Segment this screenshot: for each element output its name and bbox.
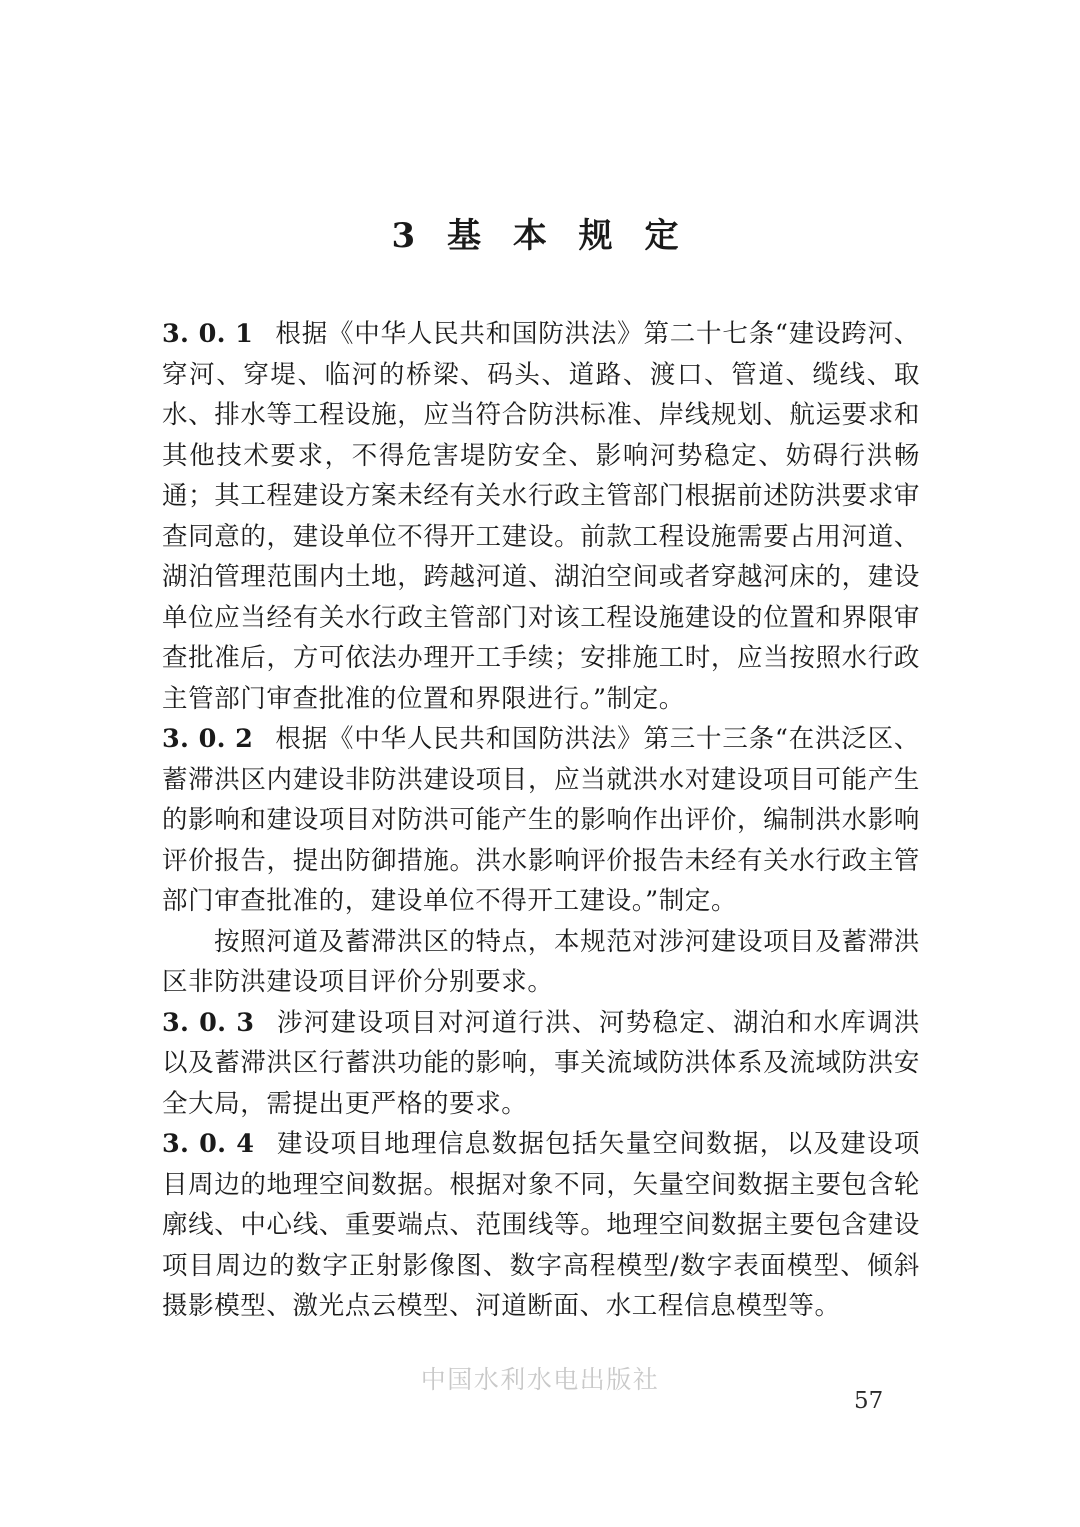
clause-3-0-1 [162, 314, 920, 719]
clause-number: 3. 0. 4 [162, 1129, 255, 1159]
clause-text: 涉河建设项目对河道行洪、河势稳定、湖泊和水库调洪以及蓄滞洪区行蓄洪功能的影响，事关流域防洪体系及流域防洪安全大局，需提出更严格的要求。 [162, 1007, 921, 1119]
clause-number: 3. 0. 2 [162, 724, 254, 754]
page-number: 57 [854, 1388, 884, 1414]
clause-3-0-4 [162, 1124, 920, 1327]
chapter-title: 3 基 本 规 定 [391, 216, 689, 256]
clause-number: 3. 0. 1 [162, 319, 254, 349]
clause-text: 建设项目地理信息数据包括矢量空间数据，以及建设项目周边的地理空间数据。根据对象不同，矢量空间数据主要包含轮廓线、中心线、重要端点、范围线等。地理空间数据主要包含建设项目周边的数字正射影像图、数字高程模型/数字表面模型、倾斜摄影模型、激光点云模型、河道断面、水工程信息模型等。 [162, 1129, 921, 1321]
clause-text: 根据《中华人民共和国防洪法》第二十七条“建设跨河、穿河、穿堤、临河的桥梁、码头、道路、渡口、管道、缆线、取水、排水等工程设施，应当符合防洪标准、岸线规划、航运要求和其他技术要求，不得危害堤防安全、影响河势稳定、妨碍行洪畅通；其工程建设方案未经有关水行政主管部门根据前述防洪要求审查同意的，建设单位不得开工建设。前款工程设施需要占用河道、湖泊管理范围内土地，跨越河道、湖泊空间或者穿越河床的，建设单位应当经有关水行政主管部门对该工程设施建设的位置和界限审查批准后，方可依法办理开工手续；安排施工时，应当按照水行政主管部门审查批准的位置和界限进行。”制定。 [162, 319, 920, 714]
clause-number: 3. 0. 3 [162, 1007, 255, 1038]
clause-3-0-2 [162, 719, 920, 922]
chapter-body [162, 314, 920, 1327]
clause-text: 根据《中华人民共和国防洪法》第三十三条“在洪泛区、蓄滞洪区内建设非防洪建设项目，应当就洪水对建设项目可能产生的影响和建设项目对防洪可能产生的影响作出评价，编制洪水影响评价报告，提出防御措施。洪水影响评价报告未经有关水行政主管部门审查批准的，建设单位不得开工建设。”制定。 [162, 724, 920, 916]
clause-3-0-3 [162, 1003, 920, 1125]
publisher-watermark: 中国水利水电出版社 [420, 1365, 660, 1394]
clause-3-0-2-extra: 按照河道及蓄滞洪区的特点，本规范对涉河建设项目及蓄滞洪区非防洪建设项目评价分别要求。 [162, 926, 920, 997]
